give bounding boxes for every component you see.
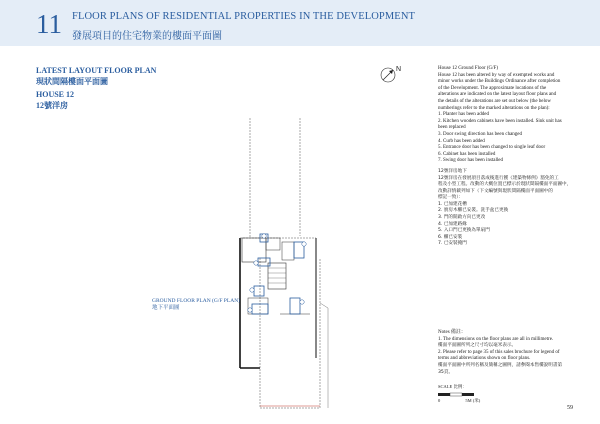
scale-start: 0 bbox=[438, 398, 441, 403]
notes-intro-line: numberings refer to the marked alterations on the plan): bbox=[438, 105, 550, 111]
notes-zh-intro-line: 改動詳情載列如下（下文編號與現狀間隔樓面平面圖中的 bbox=[438, 188, 553, 194]
notes-item: 7. Swing door has been installed bbox=[438, 158, 503, 164]
alteration-notes bbox=[438, 66, 582, 248]
scale-label: SCALE 比例： bbox=[438, 384, 467, 389]
page-number: 59 bbox=[567, 405, 573, 411]
compass-letter: N bbox=[396, 66, 402, 73]
notes-zh-title: 12號洋房地下 bbox=[438, 168, 467, 174]
general-notes-line: terms and abbreviations shown on floor plans. bbox=[438, 356, 531, 362]
notes-zh-intro-line: 12號洋房在發展項目落成後進行獲《建築物條例》豁免的工 bbox=[438, 175, 559, 181]
general-notes-title: Notes 備註： bbox=[438, 330, 466, 335]
notes-item: 1. Planter has been added bbox=[438, 112, 489, 118]
notes-zh-item: 5. 入口門已更換為單扇門 bbox=[438, 228, 490, 234]
scale-end: 5M (米) bbox=[465, 398, 481, 403]
north-arrow-icon bbox=[379, 63, 403, 85]
section-title-en: FLOOR PLANS OF RESIDENTIAL PROPERTIES IN THE DEVELOPMENT bbox=[72, 11, 416, 22]
section-title-zh: 發展項目的住宅物業的樓面平面圖 bbox=[72, 31, 222, 42]
notes-zh-item: 1. 已加建花槽 bbox=[438, 201, 467, 207]
floor-plan-drawing bbox=[220, 118, 340, 410]
notes-zh-item: 4. 已加建路緣 bbox=[438, 221, 467, 227]
general-notes-line: 樓面平面圖所列之尺寸均以毫米表示。 bbox=[438, 343, 517, 349]
general-notes bbox=[438, 330, 584, 376]
notes-zh-item: 7. 已安裝掩門 bbox=[438, 241, 467, 247]
house-label-en: HOUSE 12 bbox=[36, 90, 75, 99]
plan-heading-en: LATEST LAYOUT FLOOR PLAN bbox=[36, 66, 157, 75]
notes-zh-intro-line: 標記一致）： bbox=[438, 195, 464, 201]
notes-intro-line: the details of the alterations are set out below (the below bbox=[438, 98, 552, 104]
general-notes-line: 樓面平面圖中所列名稱及簡稱之圖例，請參閱本售樓說明書第 bbox=[438, 362, 563, 368]
notes-zh-item: 3. 門的開啟方向已更改 bbox=[438, 215, 486, 221]
notes-title: House 12 Ground Floor (G/F) bbox=[438, 66, 498, 71]
general-notes-line: 1. The dimensions on the floor plans are all in millimetre. bbox=[438, 336, 554, 342]
notes-item: 2. Kitchen wooden cabinets have been installed. Sink unit has bbox=[438, 118, 562, 124]
section-number: 11 bbox=[36, 9, 62, 39]
notes-intro-line: of the Development. The approximate locations of the bbox=[438, 85, 547, 91]
notes-item: 5. Entrance door has been changed to single leaf door bbox=[438, 145, 546, 151]
general-notes-line: 2. Please refer to page 35 of this sales brochure for legend of bbox=[438, 349, 560, 355]
notes-zh-item: 6. 櫃已安裝 bbox=[438, 234, 463, 240]
house-label-zh: 12號洋房 bbox=[36, 101, 68, 110]
notes-intro-line: alterations are indicated on the latest layout floor plans and bbox=[438, 92, 557, 98]
floor-plan-label bbox=[152, 298, 240, 312]
plan-heading-zh: 現狀間隔樓面平面圖 bbox=[36, 77, 108, 86]
notes-intro-line: minor works under the Buildings Ordinance after completion bbox=[438, 79, 561, 85]
scale-bar bbox=[438, 384, 498, 404]
notes-zh-intro-line: 程及小型工程。改動的大概位置已標示於現狀間隔樓面平面圖中， bbox=[438, 182, 572, 188]
notes-item: been replaced bbox=[438, 125, 466, 131]
general-notes-line: 35頁。 bbox=[438, 369, 454, 375]
notes-intro-line: House 12 has been altered by way of exempted works and bbox=[438, 72, 555, 78]
notes-zh-item: 2. 廚房木櫃已安裝。洗手盆已更換 bbox=[438, 208, 509, 214]
notes-item: 4. Curb has been added bbox=[438, 138, 485, 144]
floor-plan-label-zh: 地下平面圖 bbox=[152, 305, 180, 311]
floor-plan-label-en: GROUND FLOOR PLAN (G/F PLAN) bbox=[152, 298, 241, 304]
notes-item: 6. Cabinet has been installed bbox=[438, 151, 496, 157]
page-header bbox=[0, 0, 600, 46]
notes-item: 3. Door swing direction has been changed bbox=[438, 131, 523, 137]
